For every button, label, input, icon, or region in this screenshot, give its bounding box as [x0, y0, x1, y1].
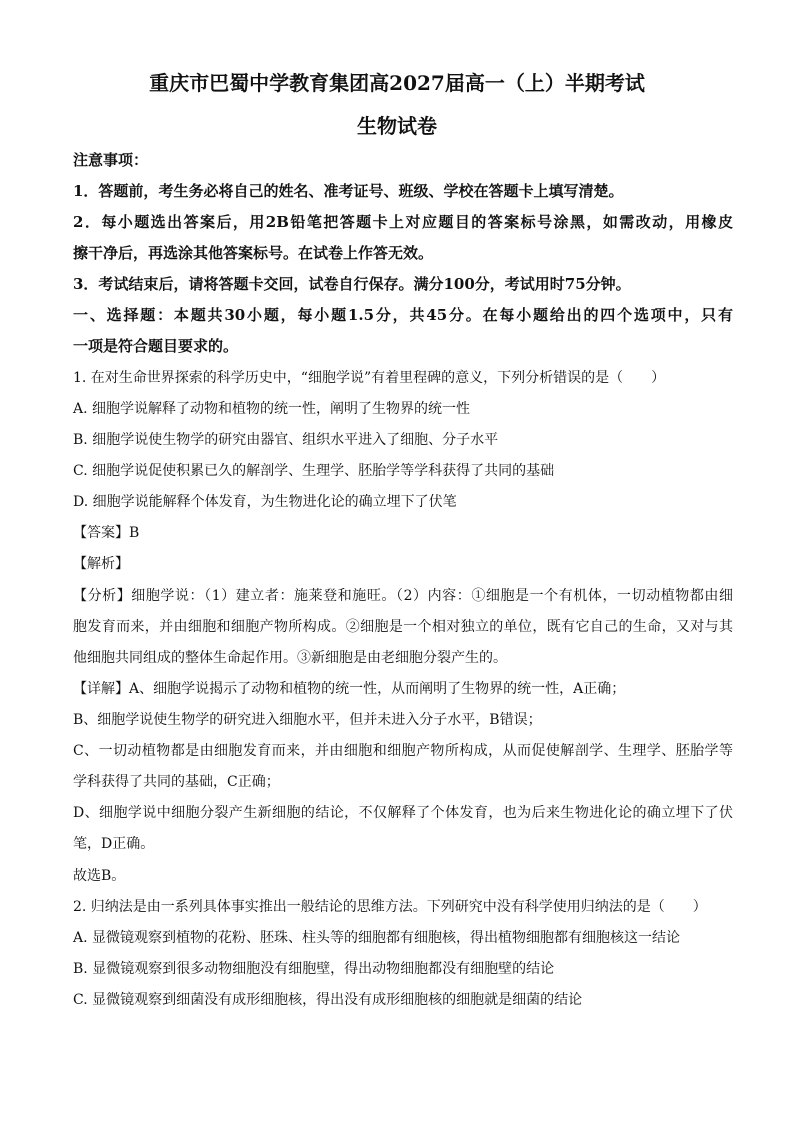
question-1-option-c: C. 细胞学说促使积累已久的解剖学、生理学、胚胎学等学科获得了共同的基础 [73, 463, 555, 479]
question-1-detail-d-cont: 笔，D正确。 [73, 836, 155, 852]
question-1-detail-d: D、细胞学说中细胞分裂产生新细胞的结论，不仅解释了个体发育，也为后来生物进化论的确立埋下了伏 [73, 805, 733, 821]
question-1-analysis-tag: 【解析】 [73, 556, 129, 572]
question-1-conclusion: 故选B。 [73, 868, 126, 884]
question-1-fenxi-cont: 胞发育而来，并由细胞和细胞产物所构成。②细胞是一个相对独立的单位，既有它自己的生命，又对与其 [73, 619, 733, 635]
question-1-fenxi-end: 他细胞共同组成的整体生命起作用。③新细胞是由老细胞分裂产生的。 [73, 650, 507, 666]
notice-item-2: 2．每小题选出答案后，用2B铅笔把答题卡上对应题目的答案标号涂黑，如需改动，用橡皮 [73, 213, 733, 231]
question-1-detail-b: B、细胞学说使生物学的研究进入细胞水平，但并未进入分子水平，B错误； [73, 712, 542, 728]
section-heading-cont: 一项是符合题目要求的。 [73, 337, 239, 355]
notice-item-1: 1．答题前，考生务必将自己的姓名、准考证号、班级、学校在答题卡上填写清楚。 [73, 182, 624, 200]
question-2-option-b: B. 显微镜观察到很多动物细胞没有细胞壁，得出动物细胞都没有细胞壁的结论 [73, 961, 555, 977]
notice-heading: 注意事项： [73, 151, 149, 169]
question-1-stem: 1. 在对生命世界探索的科学历史中，“细胞学说”有着里程碑的意义，下列分析错误的是（ ） [73, 370, 666, 386]
question-2-option-c: C. 显微镜观察到细菌没有成形细胞核，得出没有成形细胞核的细胞就是细菌的结论 [73, 992, 583, 1008]
question-1-fenxi: 【分析】细胞学说：（1）建立者：施莱登和施旺。（2）内容：①细胞是一个有机体，一切动植物都由细 [73, 588, 733, 604]
section-heading: 一、选择题：本题共30小题，每小题1.5分，共45分。在每小题给出的四个选项中，只有 [73, 306, 733, 324]
question-2-stem: 2. 归纳法是由一系列具体事实推出一般结论的思维方法。下列研究中没有科学使用归纳法的是（ ） [73, 899, 707, 915]
exam-title: 重庆市巴蜀中学教育集团高2027届高一（上）半期考试 [149, 71, 645, 95]
question-1-option-d: D. 细胞学说能解释个体发育，为生物进化论的确立埋下了伏笔 [73, 494, 457, 510]
notice-item-3: 3．考试结束后，请将答题卡交回，试卷自行保存。满分100分，考试用时75分钟。 [73, 275, 631, 293]
exam-subject: 生物试卷 [357, 114, 437, 138]
question-2-option-a: A. 显微镜观察到植物的花粉、胚珠、柱头等的细胞都有细胞核，得出植物细胞都有细胞核这一结论 [73, 930, 681, 946]
question-1-option-a: A. 细胞学说解释了动物和植物的统一性，阐明了生物界的统一性 [73, 401, 471, 417]
question-1-detail-c-cont: 学科获得了共同的基础，C正确； [73, 774, 280, 790]
question-1-detail-c: C、一切动植物都是由细胞发育而来，并由细胞和细胞产物所构成，从而促使解剖学、生理学、胚胎学等 [73, 743, 733, 759]
question-1-option-b: B. 细胞学说使生物学的研究由器官、组织水平进入了细胞、分子水平 [73, 432, 499, 448]
notice-item-2-cont: 擦干净后，再选涂其他答案标号。在试卷上作答无效。 [73, 244, 434, 262]
question-1-answer: 【答案】B [73, 525, 140, 541]
question-1-detail-a: 【详解】A、细胞学说揭示了动物和植物的统一性，从而阐明了生物界的统一性，A正确； [73, 681, 626, 697]
